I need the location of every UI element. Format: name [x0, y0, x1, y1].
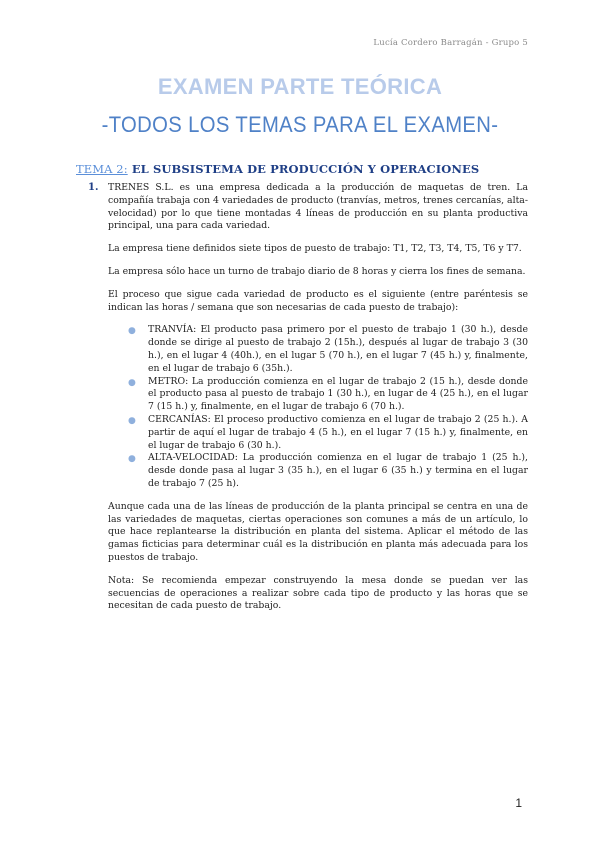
section-title: EL SUBSISTEMA DE PRODUCCIÓN Y OPERACIONES: [131, 162, 480, 176]
list-item: ● ALTA-VELOCIDAD: La producción comienza en el lugar de trabajo 1 (25 h.), desde donde pasa al lugar 3 (35 h.), en el lugar 6 (35 h.) y termina en el lugar de trabajo 7 (25 h).: [128, 452, 528, 489]
exercise-number: 1.: [88, 182, 99, 193]
header-author: Lucía Cordero Barragán - Grupo 5: [373, 38, 528, 48]
product-process-list: [108, 324, 528, 490]
exercise-intro: [88, 182, 528, 233]
exercise-content: [88, 182, 528, 623]
paragraph-nota: Nota: Se recomienda empezar construyendo la mesa donde se puedan ver las secuencias de operaciones a realizar sobre cada tipo de producto y las horas que se necesitan de cada puesto de trabajo.: [108, 574, 528, 612]
paragraph-proceso: El proceso que sigue cada variedad de producto es el siguiente (entre paréntesis se indican las horas / semana que son necesarias de cada puesto de trabajo):: [108, 288, 528, 313]
paragraph-puestos: La empresa tiene definidos siete tipos de puesto de trabajo: T1, T2, T3, T4, T5, T6 y T7.: [108, 243, 522, 255]
list-item: ● METRO: La producción comienza en el lugar de trabajo 2 (15 h.), desde donde el producto pasa al puesto de trabajo 1 (30 h.), en lugar de 4 (25 h.), en el lugar 7 (15 h.) y, finalmente, en el lugar de trabajo 6 (70 h.).: [128, 375, 528, 413]
list-item: ● CERCANÍAS: El proceso productivo comienza en el lugar de trabajo 2 (25 h.). A partir de aquí el lugar de trabajo 4 (5 h.), en el lugar 7 (15 h.) y, finalmente, en el lugar de trabajo 6 (30 h.).: [128, 413, 528, 451]
page-subtitle: -TODOS LOS TEMAS PARA EL EXAMEN-: [101, 112, 499, 137]
paragraph-turno: La empresa sólo hace un turno de trabajo diario de 8 horas y cierra los fines de semana.: [108, 265, 526, 277]
exercise-intro-text: TRENES S.L. es una empresa dedicada a la producción de maquetas de tren. La compañía trabaja con 4 variedades de producto (tranvías, metros, trenes cercanías, alta-velocidad) por lo que tiene montadas 4 líneas de producción en su planta productiva principal, una para cada variedad.: [108, 182, 528, 232]
bullet-icon: ●: [128, 454, 136, 465]
paragraph-distribucion: Aunque cada una de las líneas de producción de la planta principal se centra en una de las variedades de maquetas, ciertas operaciones son comunes a más de un artículo, lo que hace replantearse la distribución en planta del sistema. Aplicar el método de las gamas ficticias para determinar cuál es la distribución en planta más adecuada para los puestos de trabajo.: [108, 500, 528, 563]
page-title: EXAMEN PARTE TEÓRICA: [157, 74, 443, 99]
list-item: ● TRANVÍA: El producto pasa primero por el puesto de trabajo 1 (30 h.), desde donde se dirige al puesto de trabajo 2 (15h.), después al lugar de trabajo 3 (30 h.), en el lugar 4 (40h.), en el lugar 5 (70 h.), en el lugar 7 (45 h.) y, finalmente, en el lugar de trabajo 6 (35h.).: [128, 324, 528, 374]
page-number: 1: [515, 796, 522, 810]
section-tema-label: TEMA 2:: [76, 162, 128, 176]
bullet-icon: ●: [128, 377, 136, 388]
section-heading: [76, 162, 479, 176]
bullet-icon: ●: [128, 326, 136, 337]
bullet-icon: ●: [128, 415, 136, 426]
